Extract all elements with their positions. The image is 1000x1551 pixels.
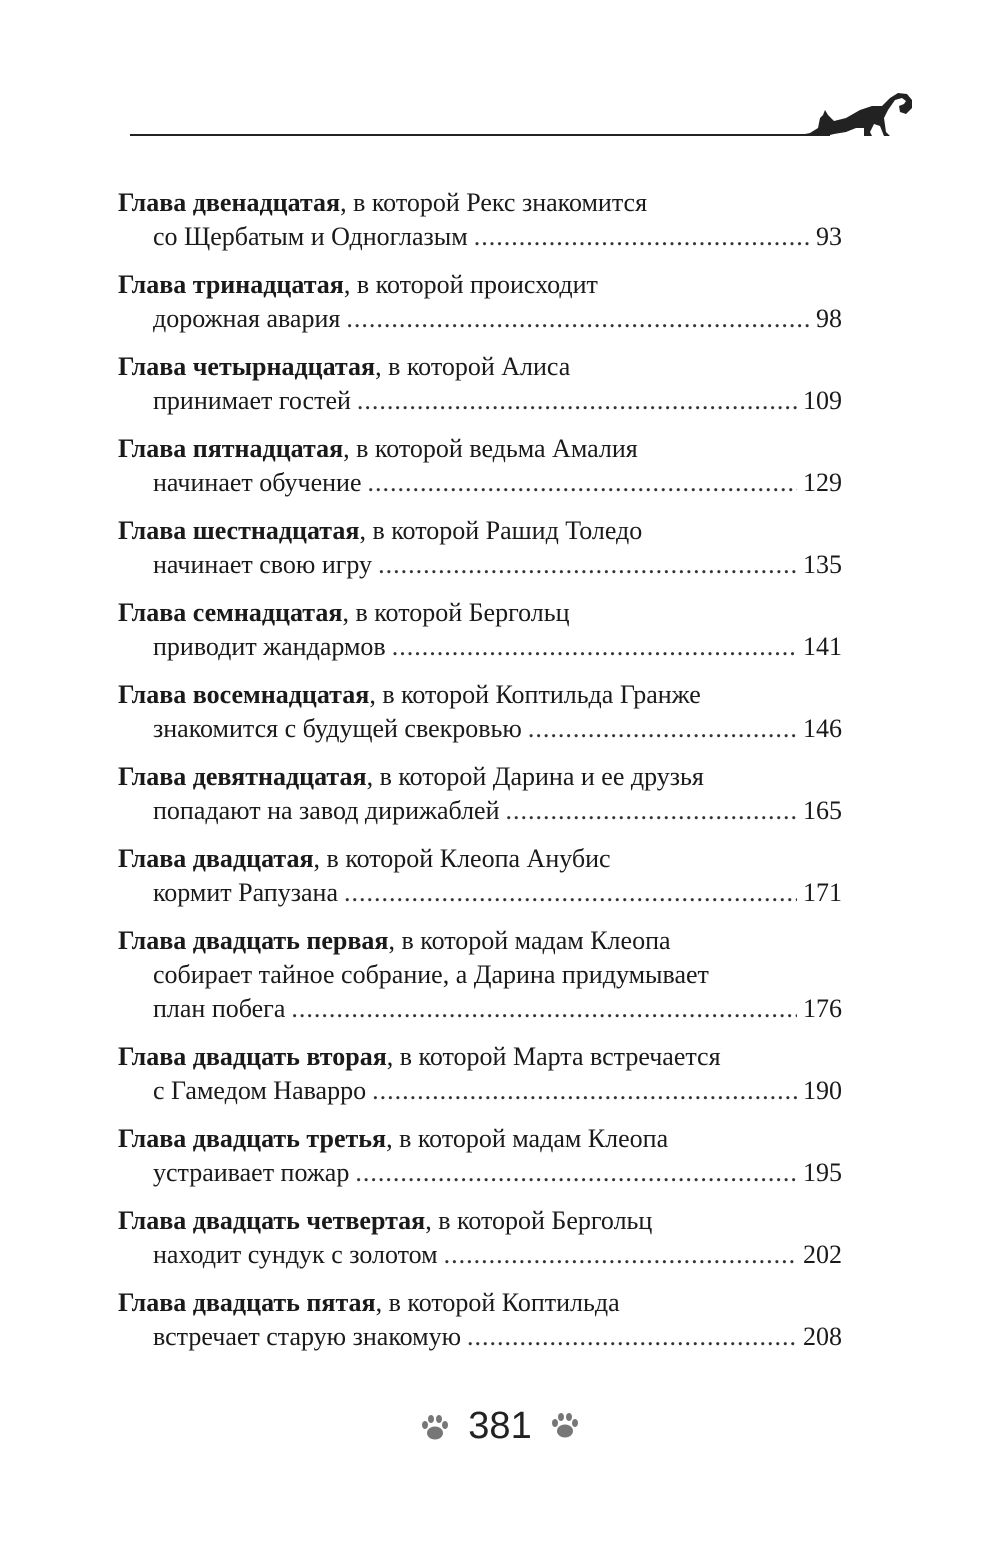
toc-entry-last-line [118,1156,842,1190]
toc-entry-last-line [118,466,842,500]
page-ref: 141 [803,632,842,661]
chapter-heading: Глава двенадцатая [118,188,341,217]
dot-leader [367,466,797,500]
chapter-description: , в которой мадам Клеопа [386,1124,669,1153]
chapter-heading: Глава девятнадцатая [118,762,367,791]
dot-leader [506,794,798,828]
toc-entry [118,1040,842,1108]
dot-leader [474,220,810,254]
toc-entry-title [118,268,842,302]
toc-entry [118,432,842,500]
dot-leader [392,630,797,664]
chapter-heading: Глава двадцать четвертая [118,1206,426,1235]
chapter-description: , в которой происходит [343,270,598,299]
chapter-heading: Глава пятнадцатая [118,434,344,463]
chapter-heading: Глава четырнадцатая [118,352,376,381]
chapter-heading: Глава двадцать первая [118,926,389,955]
toc-entry-last-line [118,384,842,418]
toc-entry [118,678,842,746]
chapter-description: , в которой Марта встречается [386,1042,721,1071]
chapter-description: , в которой мадам Клеопа [388,926,671,955]
page-ref: 202 [803,1240,842,1269]
page-ref: 195 [803,1158,842,1187]
chapter-description-end: находит сундук с золотом [153,1240,438,1269]
chapter-description-end: встречает старую знакомую [153,1322,462,1351]
toc-entry [118,268,842,336]
chapter-description-end: со Щербатым и Одноглазым [153,222,468,251]
dot-leader [372,1074,797,1108]
chapter-heading: Глава двадцать пятая [118,1288,376,1317]
dot-leader [357,384,797,418]
page-number: 381 [468,1405,532,1447]
toc-entry-last-line [118,548,842,582]
toc-entry-last-line [118,1238,842,1272]
dot-leader [444,1238,797,1272]
page-ref: 190 [803,1076,842,1105]
page-ref: 135 [803,550,842,579]
toc-entry-title [118,1040,842,1074]
toc-entry-last-line [118,302,842,336]
toc-entry [118,1204,842,1272]
chapter-description: , в которой Бергольц [342,598,570,627]
toc-entry-last-line [118,220,842,254]
chapter-heading: Глава восемнадцатая [118,680,370,709]
chapter-description-end: попадают на завод дирижаблей [153,796,500,825]
toc-entry-title [118,350,842,384]
toc-entry [118,760,842,828]
dot-leader [528,712,797,746]
toc-entry [118,514,842,582]
toc-entry-title [118,514,842,548]
page-ref: 109 [803,386,842,415]
chapter-description-end: дорожная авария [153,304,341,333]
chapter-description: , в которой Бергольц [425,1206,653,1235]
toc-entry [118,350,842,418]
chapter-description-end: план побега [153,994,286,1023]
toc-entry-title [118,924,842,958]
chapter-description-end: начинает обучение [153,468,362,497]
toc-entry-title [118,1204,842,1238]
chapter-description: , в которой Клеопа Анубис [313,844,611,873]
chapter-description: , в которой Рекс знакомится [340,188,648,217]
dot-leader [344,876,797,910]
chapter-description: , в которой Дарина и ее друзья [366,762,704,791]
toc-entry [118,1122,842,1190]
chapter-description-end: устраивает пожар [153,1158,350,1187]
toc-entry-last-line [118,992,842,1026]
chapter-heading: Глава тринадцатая [118,270,344,299]
header-rule [130,134,830,136]
dot-leader [467,1320,797,1354]
toc-entry [118,596,842,664]
dot-leader [378,548,797,582]
toc-entry [118,1286,842,1354]
page-ref: 146 [803,714,842,743]
toc-entry-title [118,186,842,220]
chapter-heading: Глава двадцать третья [118,1124,387,1153]
dot-leader [346,302,810,336]
chapter-heading: Глава двадцатая [118,844,314,873]
toc-entry [118,924,842,1026]
toc-entry-title [118,842,842,876]
toc-entry-line: собирает тайное собрание, а Дарина придумывает [153,960,709,989]
toc-entry-last-line [118,1320,842,1354]
toc-entry [118,186,842,254]
cat-icon [790,88,915,140]
toc-entry-title [118,760,842,794]
chapter-description: , в которой Коптильда [375,1288,620,1317]
chapter-description-end: приводит жандармов [153,632,386,661]
table-of-contents [118,186,842,1368]
page-footer [0,1405,1000,1448]
page-ref: 129 [803,468,842,497]
paw-icon [550,1412,580,1442]
toc-entry-last-line [118,1074,842,1108]
dot-leader [291,992,797,1026]
chapter-description-end: начинает свою игру [153,550,373,579]
page-ref: 93 [816,222,842,251]
toc-entry-title [118,432,842,466]
toc-entry-title [118,596,842,630]
toc-entry-title [118,1122,842,1156]
paw-icon [420,1412,450,1442]
page-ref: 171 [803,878,842,907]
chapter-description: , в которой Коптильда Гранже [369,680,701,709]
page-ref: 208 [803,1322,842,1351]
chapter-description-end: знакомится с будущей свекровью [153,714,522,743]
page-ref: 176 [803,994,842,1023]
chapter-description: , в которой ведьма Амалия [343,434,638,463]
toc-entry-title [118,678,842,712]
toc-entry-last-line [118,794,842,828]
toc-entry-title [118,1286,842,1320]
chapter-heading: Глава семнадцатая [118,598,343,627]
chapter-heading: Глава шестнадцатая [118,516,360,545]
chapter-description-end: принимает гостей [153,386,351,415]
page-ref: 98 [816,304,842,333]
dot-leader [355,1156,797,1190]
chapter-description-end: кормит Рапузана [153,878,338,907]
chapter-description: , в которой Алиса [375,352,571,381]
page-ref: 165 [803,796,842,825]
chapter-description: , в которой Рашид Толедо [359,516,643,545]
toc-entry-last-line [118,712,842,746]
toc-entry-last-line [118,876,842,910]
chapter-heading: Глава двадцать вторая [118,1042,387,1071]
toc-entry [118,842,842,910]
toc-entry-last-line [118,630,842,664]
chapter-description-end: с Гамедом Наварро [153,1076,367,1105]
